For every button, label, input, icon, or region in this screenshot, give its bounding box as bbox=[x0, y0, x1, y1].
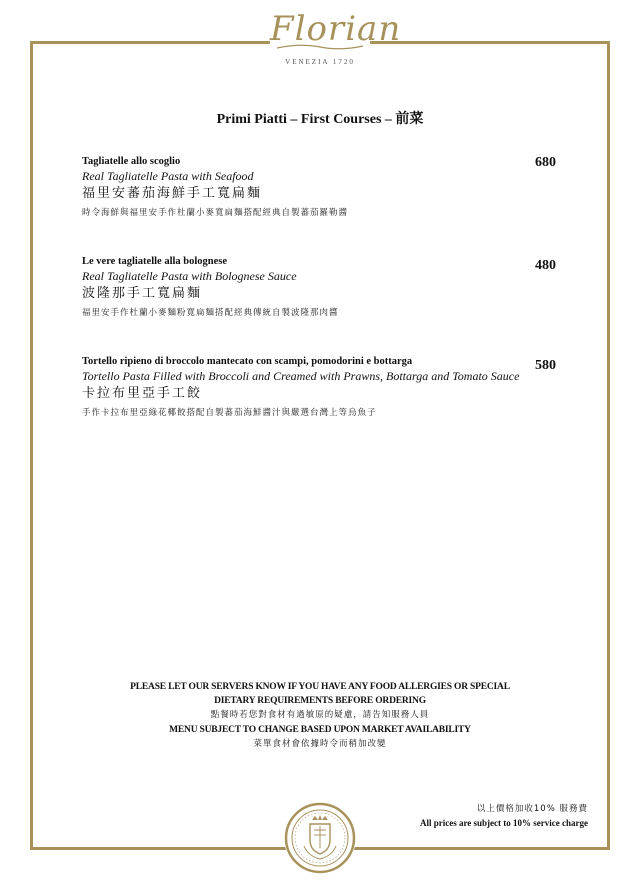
florian-seal bbox=[284, 802, 356, 874]
dish-price: 480 bbox=[535, 258, 556, 273]
crest-icon bbox=[284, 802, 356, 874]
dish-chinese-name: 波隆那手工寬扁麵 bbox=[82, 286, 203, 301]
logo-script: Florian bbox=[270, 9, 402, 49]
dish-english-name: Real Tagliatelle Pasta with Seafood bbox=[82, 169, 254, 183]
menu-item bbox=[82, 154, 552, 220]
dish-italian-name: Tagliatelle allo scoglio bbox=[82, 156, 181, 167]
notice-line: PLEASE LET OUR SERVERS KNOW IF YOU HAVE ANY FOOD ALLERGIES OR SPECIAL bbox=[130, 682, 510, 692]
notice-line-chinese: 菜單食材會依據時令而稍加改變 bbox=[253, 739, 387, 749]
dish-english-name: Real Tagliatelle Pasta with Bolognese Sauce bbox=[82, 269, 297, 283]
dish-chinese-name: 卡拉布里亞手工餃 bbox=[82, 386, 203, 401]
dish-chinese-description: 時令海鮮與福里安手作杜蘭小麥寬扁麵搭配經典自製蕃茄羅勒醬 bbox=[82, 208, 349, 218]
menu-item bbox=[82, 254, 552, 320]
dish-italian-name: Tortello ripieno di broccolo mantecato con scampi, pomodorini e bottarga bbox=[82, 356, 413, 367]
allergy-notice bbox=[0, 680, 640, 752]
menu-item bbox=[82, 354, 552, 420]
dish-chinese-name: 福里安蕃茄海鮮手工寬扁麵 bbox=[82, 186, 263, 201]
dish-chinese-description: 手作卡拉布里亞綠花椰餃搭配自製蕃茄海鮮醬汁與嚴選台灣上等烏魚子 bbox=[82, 408, 377, 418]
dish-italian-name: Le vere tagliatelle alla bolognese bbox=[82, 256, 228, 267]
service-charge-english: All prices are subject to 10% service charge bbox=[419, 818, 588, 828]
section-title: Primi Piatti – First Courses – 前菜 bbox=[216, 112, 424, 127]
florian-logo bbox=[270, 4, 402, 78]
notice-line-chinese: 點餐時若您對食材有過敏原的疑慮，請告知服務人員 bbox=[210, 710, 430, 720]
service-charge-chinese: 以上價格加收10% 服務費 bbox=[476, 804, 588, 814]
notice-line: DIETARY REQUIREMENTS BEFORE ORDERING bbox=[214, 696, 426, 706]
notice-line: MENU SUBJECT TO CHANGE BASED UPON MARKET AVAILABILITY bbox=[169, 725, 471, 735]
dish-chinese-description: 福里安手作杜蘭小麥麵粉寬扁麵搭配經典傳統自製波隆那肉醬 bbox=[82, 308, 339, 318]
logo-subtitle: VENEZIA 1720 bbox=[285, 58, 355, 66]
dish-english-name: Tortello Pasta Filled with Broccoli and Creamed with Prawns, Bottarga and Tomato Sauce bbox=[82, 369, 520, 383]
dish-price: 680 bbox=[535, 155, 556, 170]
dish-price: 580 bbox=[535, 358, 556, 373]
service-charge-note bbox=[420, 802, 588, 830]
